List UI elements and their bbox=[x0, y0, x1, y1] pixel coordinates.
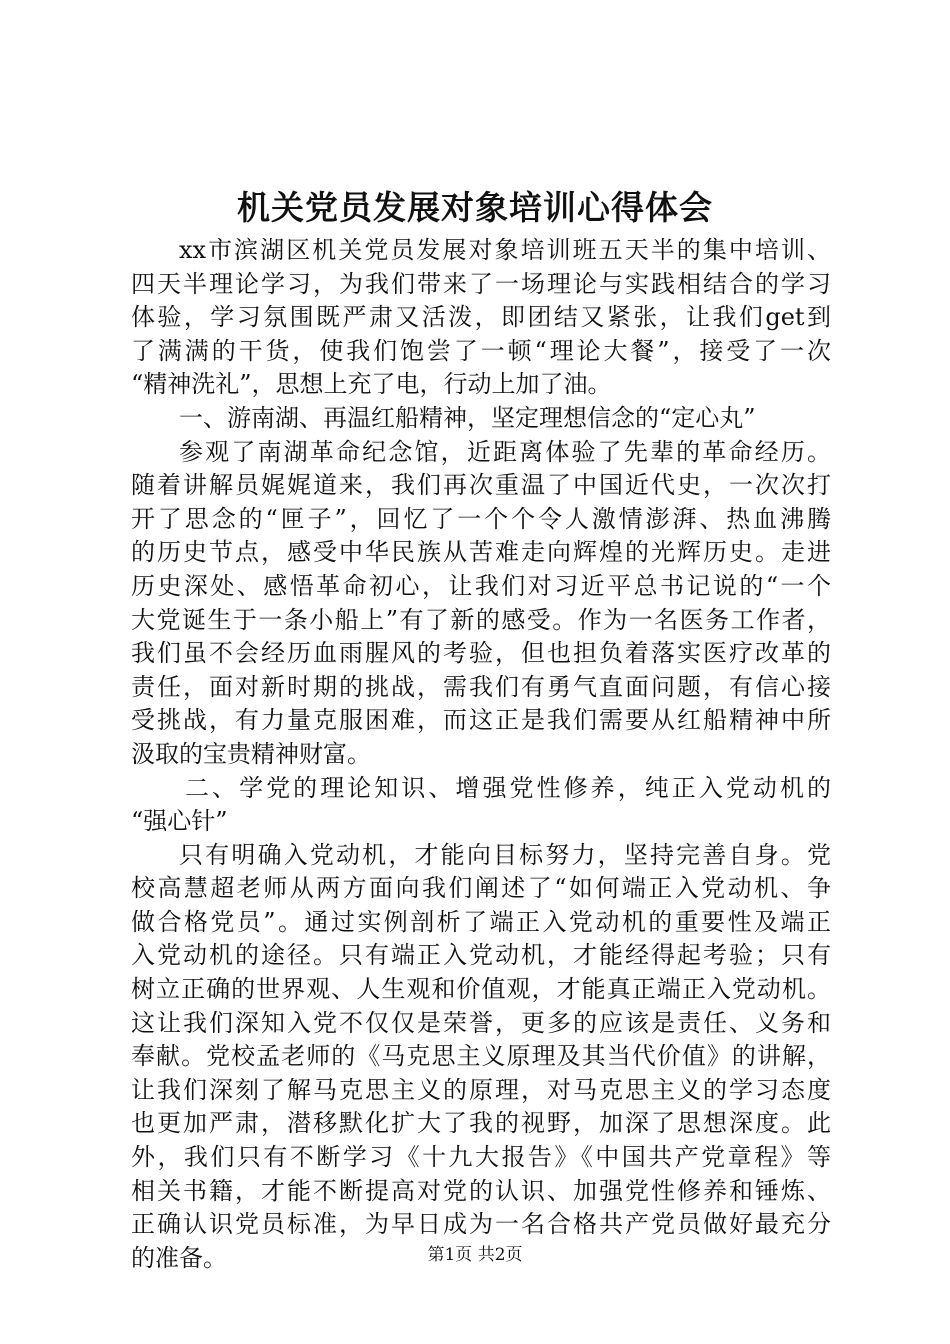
paragraph-line: 参观了南湖革命纪念馆，近距离体验了先辈的革命经历。 bbox=[179, 437, 831, 466]
paragraph-line: 入党动机的途径。只有端正入党动机，才能经得起考验；只有 bbox=[131, 941, 831, 970]
paragraph-line: 体验，学习氛围既严肃又活泼，即团结又紧张，让我们get到 bbox=[131, 303, 831, 332]
paragraph-line: 四天半理论学习，为我们带来了一场理论与实践相结合的学习 bbox=[131, 269, 831, 298]
paragraph-line: 校高慧超老师从两方面向我们阐述了“如何端正入党动机、争 bbox=[131, 874, 831, 903]
paragraph-line: 汲取的宝贵精神财富。 bbox=[131, 739, 371, 768]
paragraph-line: 大党诞生于一条小船上”有了新的感受。作为一名医务工作者， bbox=[131, 605, 831, 634]
paragraph-line: “强心针” bbox=[131, 807, 228, 836]
paragraph-line: 一、游南湖、再温红船精神，坚定理想信念的“定心丸” bbox=[179, 403, 756, 432]
document-title: 机关党员发展对象培训心得体会 bbox=[237, 188, 713, 227]
paragraph-line: 了满满的干货，使我们饱尝了一顿“理论大餐”，接受了一次 bbox=[131, 336, 831, 365]
paragraph-line: “精神洗礼”，思想上充了电，行动上加了油。 bbox=[131, 370, 612, 399]
paragraph-line: 这让我们深知入党不仅仅是荣誉，更多的应该是责任、义务和 bbox=[131, 1008, 831, 1037]
paragraph-line: xx市滨湖区机关党员发展对象培训班五天半的集中培训、 bbox=[179, 236, 831, 264]
paragraph-line: 也更加严肃，潜移默化扩大了我的视野，加深了思想深度。此 bbox=[131, 1109, 831, 1138]
paragraph-line: 的准备。 bbox=[131, 1243, 227, 1272]
paragraph-line: 外，我们只有不断学习《十九大报告》《中国共产党章程》等 bbox=[131, 1143, 831, 1172]
paragraph-line: 开了思念的“匣子”，回忆了一个个令人激情澎湃、热血沸腾 bbox=[131, 504, 831, 533]
paragraph-line: 奉献。党校孟老师的《马克思主义原理及其当代价值》的讲解， bbox=[131, 1042, 831, 1071]
paragraph-line: 随着讲解员娓娓道来，我们再次重温了中国近代史，一次次打 bbox=[131, 471, 831, 500]
page-footer: 第1页 共2页 bbox=[427, 1245, 523, 1265]
paragraph-line: 树立正确的世界观、人生观和价值观，才能真正端正入党动机。 bbox=[131, 975, 831, 1004]
paragraph-line: 做合格党员”。通过实例剖析了端正入党动机的重要性及端正 bbox=[131, 907, 831, 936]
paragraph-line: 只有明确入党动机，才能向目标努力，坚持完善自身。党 bbox=[179, 840, 831, 869]
paragraph-line: 的历史节点，感受中华民族从苦难走向辉煌的光辉历史。走进 bbox=[131, 538, 831, 567]
paragraph-line: 正确认识党员标准，为早日成为一名合格共产党员做好最充分 bbox=[131, 1210, 831, 1239]
paragraph-line: 让我们深刻了解马克思主义的原理，对马克思主义的学习态度 bbox=[131, 1075, 831, 1104]
document-body bbox=[131, 234, 831, 1275]
paragraph-line: 受挑战，有力量克服困难，而这正是我们需要从红船精神中所 bbox=[131, 706, 831, 735]
paragraph-line: 责任，面对新时期的挑战，需我们有勇气直面问题，有信心接 bbox=[131, 672, 831, 701]
paragraph-line: 我们虽不会经历血雨腥风的考验，但也担负着落实医疗改革的 bbox=[131, 639, 831, 668]
paragraph-line: 历史深处、感悟革命初心，让我们对习近平总书记说的“一个 bbox=[131, 571, 831, 600]
paragraph-line: 相关书籍，才能不断提高对党的认识、加强党性修养和锤炼、 bbox=[131, 1176, 831, 1205]
paragraph-line: 二、学党的理论知识、增强党性修养，纯正入党动机的 bbox=[185, 773, 831, 802]
